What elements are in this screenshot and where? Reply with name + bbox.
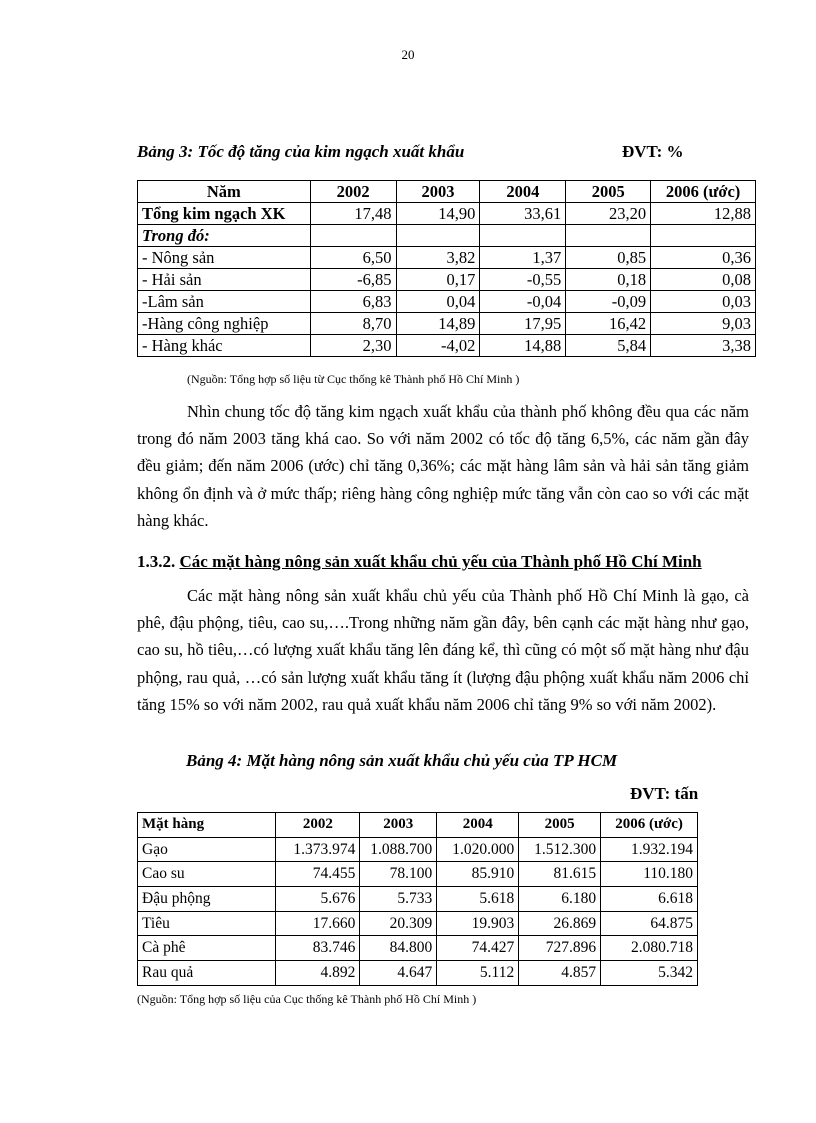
value-cell: 0,18 <box>566 269 651 291</box>
value-cell: 9,03 <box>651 313 756 335</box>
table-row <box>138 335 756 357</box>
value-cell: 1.512.300 <box>519 837 601 862</box>
value-cell: 1.020.000 <box>437 837 519 862</box>
section-title: Các mặt hàng nông sản xuất khẩu chủ yếu của Thành phố Hồ Chí Minh <box>179 552 702 571</box>
value-cell: 74.427 <box>437 936 519 961</box>
table3-header-cell: 2005 <box>566 181 651 203</box>
table3-header-cell: 2004 <box>480 181 566 203</box>
table3-header-cell: 2003 <box>396 181 480 203</box>
value-cell: 78.100 <box>360 862 437 887</box>
table4-header-cell: 2002 <box>276 813 360 838</box>
value-cell: 1.088.700 <box>360 837 437 862</box>
value-cell: 6,50 <box>310 247 396 269</box>
value-cell: 1.373.974 <box>276 837 360 862</box>
table-row <box>138 936 698 961</box>
table4-header-cell: Mặt hàng <box>138 813 276 838</box>
value-cell <box>310 225 396 247</box>
row-label: - Hàng khác <box>138 335 311 357</box>
value-cell: 84.800 <box>360 936 437 961</box>
table-row <box>138 313 756 335</box>
value-cell: 0,04 <box>396 291 480 313</box>
value-cell: -0,09 <box>566 291 651 313</box>
value-cell: 17.660 <box>276 911 360 936</box>
value-cell: 14,90 <box>396 203 480 225</box>
value-cell: 727.896 <box>519 936 601 961</box>
value-cell: 74.455 <box>276 862 360 887</box>
value-cell: 3,82 <box>396 247 480 269</box>
table4-title: Bảng 4: Mặt hàng nông sản xuất khẩu chủ yếu của TP HCM <box>186 751 618 770</box>
table-row <box>138 203 756 225</box>
value-cell: -4,02 <box>396 335 480 357</box>
table-row <box>138 961 698 986</box>
row-label: Trong đó: <box>138 225 311 247</box>
table-row <box>138 911 698 936</box>
value-cell: 6,83 <box>310 291 396 313</box>
value-cell: -0,55 <box>480 269 566 291</box>
value-cell <box>651 225 756 247</box>
value-cell: 8,70 <box>310 313 396 335</box>
table4-header-cell: 2006 (ước) <box>601 813 698 838</box>
table-row <box>138 269 756 291</box>
value-cell: 4.647 <box>360 961 437 986</box>
table3-title: Bảng 3: Tốc độ tăng của kim ngạch xuất khẩu <box>137 142 465 161</box>
value-cell: 5.618 <box>437 887 519 912</box>
table4-header-cell: 2003 <box>360 813 437 838</box>
value-cell: 3,38 <box>651 335 756 357</box>
value-cell: 1,37 <box>480 247 566 269</box>
table4-header-row <box>138 813 698 838</box>
row-label: Tổng kim ngạch XK <box>138 203 311 225</box>
value-cell: 2.080.718 <box>601 936 698 961</box>
value-cell: 26.869 <box>519 911 601 936</box>
table-row <box>138 862 698 887</box>
value-cell: 5.676 <box>276 887 360 912</box>
value-cell <box>396 225 480 247</box>
row-label: - Nông sản <box>138 247 311 269</box>
table3-caption <box>137 142 757 166</box>
table-row <box>138 887 698 912</box>
table3-header-row <box>138 181 756 203</box>
value-cell: 12,88 <box>651 203 756 225</box>
row-label: Tiêu <box>138 911 276 936</box>
value-cell: 81.615 <box>519 862 601 887</box>
row-label: -Lâm sản <box>138 291 311 313</box>
section-number: 1.3.2. <box>137 552 176 571</box>
value-cell: 83.746 <box>276 936 360 961</box>
row-label: Gạo <box>138 837 276 862</box>
paragraph-export-growth: Nhìn chung tốc độ tăng kim ngạch xuất khẩu của thành phố không đều qua các năm trong đó năm 2003 tăng khá cao. So với năm 2002 có tốc độ tăng 6,5%, các năm gần đây đều giảm; đến năm 2006 (ước) chỉ tăng 0,36%; các mặt hàng lâm sản và hải sản tăng giảm không ổn định và ở mức thấp; riêng hàng công nghiệp mức tăng vẫn còn cao so với các mặt hàng khác. <box>137 402 749 530</box>
table3-source: (Nguồn: Tổng hợp số liệu từ Cục thống kê Thành phố Hồ Chí Minh ) <box>187 372 520 386</box>
table-row <box>138 837 698 862</box>
table3-unit: ĐVT: % <box>622 142 684 161</box>
page-number: 20 <box>401 47 415 62</box>
value-cell: 4.892 <box>276 961 360 986</box>
value-cell: 17,95 <box>480 313 566 335</box>
row-label: - Hải sản <box>138 269 311 291</box>
value-cell: 14,88 <box>480 335 566 357</box>
value-cell: 0,03 <box>651 291 756 313</box>
row-label: -Hàng công nghiệp <box>138 313 311 335</box>
table-row <box>138 247 756 269</box>
table3-export-growth <box>137 180 756 357</box>
value-cell <box>480 225 566 247</box>
table4-agri-exports <box>137 812 698 986</box>
value-cell <box>566 225 651 247</box>
table4-source: (Nguồn: Tổng hợp số liệu của Cục thống kê Thành phố Hồ Chí Minh ) <box>137 992 477 1006</box>
value-cell: 85.910 <box>437 862 519 887</box>
value-cell: 14,89 <box>396 313 480 335</box>
value-cell: 110.180 <box>601 862 698 887</box>
value-cell: 2,30 <box>310 335 396 357</box>
table4-header-cell: 2005 <box>519 813 601 838</box>
table-row <box>138 291 756 313</box>
value-cell: 64.875 <box>601 911 698 936</box>
table4-unit: ĐVT: tấn <box>630 784 699 803</box>
value-cell: 33,61 <box>480 203 566 225</box>
table3-header-cell: 2002 <box>310 181 396 203</box>
value-cell: 1.932.194 <box>601 837 698 862</box>
row-label: Đậu phộng <box>138 887 276 912</box>
table-row <box>138 225 756 247</box>
value-cell: 6.180 <box>519 887 601 912</box>
value-cell: 23,20 <box>566 203 651 225</box>
paragraph-main-products: Các mặt hàng nông sản xuất khẩu chủ yếu của Thành phố Hồ Chí Minh là gạo, cà phê, đậu phộng, tiêu, cao su,….Trong những năm gần đây, bên cạnh các mặt hàng như gạo, cao su, hồ tiêu,…có lượng xuất khẩu tăng lên đáng kể, thì cũng có một số mặt hàng như đậu phộng, rau quả, …có sản lượng xuất khẩu tăng ít (lượng đậu phộng xuất khẩu năm 2006 chỉ tăng 15% so với năm 2002, rau quả xuất khẩu năm 2006 chỉ tăng 9% so với năm 2002). <box>137 586 749 714</box>
value-cell: 0,08 <box>651 269 756 291</box>
row-label: Rau quả <box>138 961 276 986</box>
value-cell: 5.342 <box>601 961 698 986</box>
value-cell: 0,36 <box>651 247 756 269</box>
value-cell: 5.733 <box>360 887 437 912</box>
value-cell: 6.618 <box>601 887 698 912</box>
row-label: Cao su <box>138 862 276 887</box>
value-cell: 20.309 <box>360 911 437 936</box>
section-heading <box>137 552 702 572</box>
value-cell: 0,17 <box>396 269 480 291</box>
value-cell: 19.903 <box>437 911 519 936</box>
value-cell: -6,85 <box>310 269 396 291</box>
value-cell: 0,85 <box>566 247 651 269</box>
value-cell: 5.112 <box>437 961 519 986</box>
value-cell: 16,42 <box>566 313 651 335</box>
value-cell: 4.857 <box>519 961 601 986</box>
value-cell: 17,48 <box>310 203 396 225</box>
table3-header-cell: 2006 (ước) <box>651 181 756 203</box>
row-label: Cà phê <box>138 936 276 961</box>
table4-header-cell: 2004 <box>437 813 519 838</box>
value-cell: 5,84 <box>566 335 651 357</box>
table3-header-cell: Năm <box>138 181 311 203</box>
value-cell: -0,04 <box>480 291 566 313</box>
